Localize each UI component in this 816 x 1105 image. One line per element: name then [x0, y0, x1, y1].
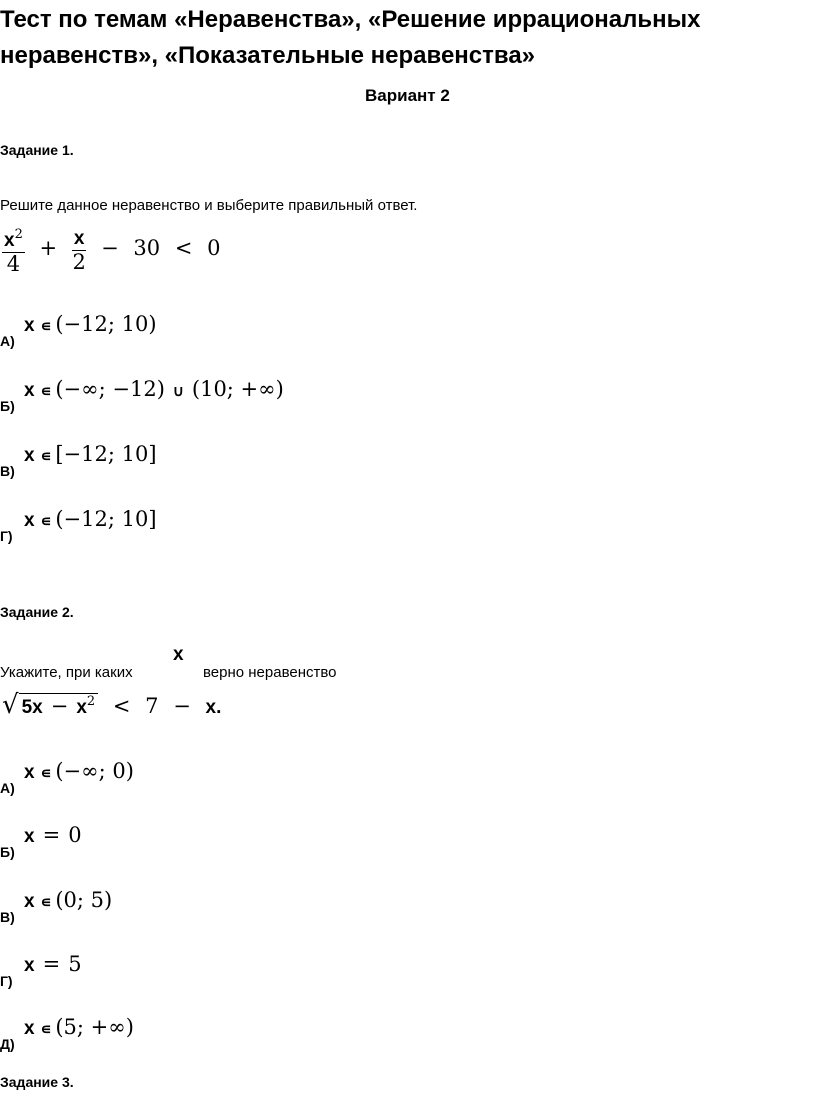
answer-2d-letter: Г): [0, 973, 13, 989]
fraction-x2-over-4: $\frac{x^2}{4}$: [2, 224, 25, 275]
title-line-1: Тест по темам «Неравенства», «Решение иррациональных: [0, 6, 701, 33]
task-1-label: Задание 1.: [0, 142, 74, 158]
task-2-instruction-variable: x: [173, 644, 184, 665]
variant-label: Вариант 2: [365, 86, 450, 105]
answer-2c: x ∊ (0; 5): [24, 888, 113, 912]
answer-2c-letter: В): [0, 909, 15, 925]
answer-2b-letter: Б): [0, 844, 15, 860]
answer-2a: x ∊ (−∞; 0): [24, 759, 134, 783]
task-1-instruction: Решите данное неравенство и выберите правильный ответ.: [0, 197, 418, 214]
answer-1b: x ∊ (−∞; −12) ∪ (10; +∞): [24, 377, 284, 401]
fraction-x-over-2: $\frac{x}{2}$: [72, 228, 86, 274]
answer-1d: x ∊ (−12; 10]: [24, 507, 157, 531]
task-1-inequality: $\frac{x^2}{4}$ + $\frac{x}{2}$ − 30 < 0: [2, 224, 221, 275]
task-2-inequality: √ $5x - x^2 < 7 - x$.: [2, 690, 222, 720]
answer-1c: x ∊ [−12; 10]: [24, 442, 157, 466]
task-2-instruction-end: верно неравенство: [203, 664, 337, 681]
square-root-icon: √: [2, 690, 19, 720]
task-2-instruction-start: Укажите, при каких: [0, 664, 133, 681]
answer-2e-letter: Д): [0, 1036, 15, 1052]
answer-2b: x = 0: [24, 823, 82, 847]
answer-1b-letter: Б): [0, 398, 15, 414]
answer-1a: x ∊ (−12; 10): [24, 312, 157, 336]
answer-1c-letter: В): [0, 463, 15, 479]
answer-2d: x = 5: [24, 952, 82, 976]
task-2-label: Задание 2.: [0, 604, 74, 620]
radicand: $5x - x^2$: [19, 693, 99, 718]
task-3-label: Задание 3.: [0, 1074, 74, 1090]
title-line-2: неравенств», «Показательные неравенства»: [0, 42, 536, 69]
answer-2e: x ∊ (5; +∞): [24, 1015, 134, 1039]
answer-1d-letter: Г): [0, 528, 13, 544]
answer-1a-letter: А): [0, 333, 15, 349]
answer-2a-letter: А): [0, 780, 15, 796]
